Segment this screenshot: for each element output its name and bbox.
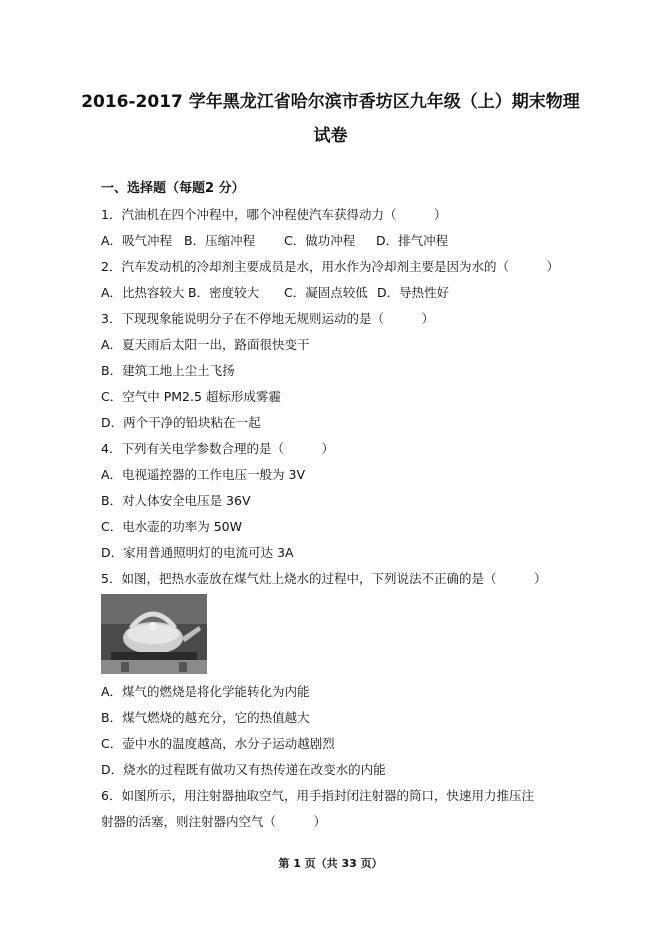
q5-option-d: D．烧水的过程既有做功又有热传递在改变水的内能 [101, 762, 386, 777]
q4-option-d: D．家用普通照明灯的电流可达 3A [101, 545, 294, 560]
question-2-stem: 2．汽车发动机的冷却剂主要成员是水，用水作为冷却剂主要是因为水的（ ） [101, 259, 559, 274]
question-1-stem: 1．汽油机在四个冲程中，哪个冲程使汽车获得动力（ ） [101, 207, 447, 222]
exam-title-line2: 试卷 [313, 126, 348, 146]
question-5-stem: 5．如图，把热水壶放在煤气灶上烧水的过程中，下列说法不正确的是（ ） [101, 571, 547, 586]
kettle-on-stove-photo [101, 594, 207, 674]
q3-option-c: C．空气中 PM2.5 超标形成雾霾 [101, 389, 281, 404]
q1-option-d: D．排气冲程 [376, 233, 449, 248]
q5-option-b: B．煤气燃烧的越充分，它的热值越大 [101, 710, 310, 725]
question-3-stem: 3．下现现象能说明分子在不停地无规则运动的是（ ） [101, 311, 434, 326]
q5-option-c: C．壶中水的温度越高，水分子运动越剧烈 [101, 736, 335, 751]
question-1-options [101, 233, 448, 249]
q4-option-c: C．电水壶的功率为 50W [101, 519, 242, 534]
q3-option-d: D．两个干净的铅块粘在一起 [101, 415, 261, 430]
q3-option-b: B．建筑工地上尘土飞扬 [101, 363, 235, 378]
q4-option-a: A．电视遥控器的工作电压一般为 3V [101, 467, 306, 482]
page-footer: 第 1 页（共 33 页） [278, 857, 383, 870]
question-2-options [101, 285, 449, 301]
question-4-stem: 4．下列有关电学参数合理的是（ ） [101, 441, 334, 456]
q1-option-a: A．吸气冲程 [101, 233, 173, 248]
question-6-stem-line2: 射器的活塞，则注射器内空气（ ） [101, 814, 327, 829]
q5-option-a: A．煤气的燃烧是将化学能转化为内能 [101, 684, 310, 699]
q2-option-c: C．凝固点较低 [284, 285, 368, 300]
question-6-stem-line1: 6．如图所示，用注射器抽取空气，用手指封闭注射器的筒口，快速用力推压注 [101, 788, 534, 803]
kettle-illustration [101, 594, 207, 674]
q4-option-b: B．对人体安全电压是 36V [101, 493, 251, 508]
section-heading: 一、选择题（每题2 分） [101, 181, 245, 196]
q2-option-d: D．导热性好 [377, 285, 450, 300]
q1-option-b: B．压缩冲程 [184, 233, 256, 248]
q2-option-a: A．比热容较大 [101, 285, 185, 300]
q1-option-c: C．做功冲程 [284, 233, 356, 248]
exam-title-line1: 2016-2017 学年黑龙江省哈尔滨市香坊区九年级（上）期末物理 [81, 92, 580, 112]
q2-option-b: B．密度较大 [188, 285, 260, 300]
q3-option-a: A．夏天雨后太阳一出，路面很快变干 [101, 337, 310, 352]
